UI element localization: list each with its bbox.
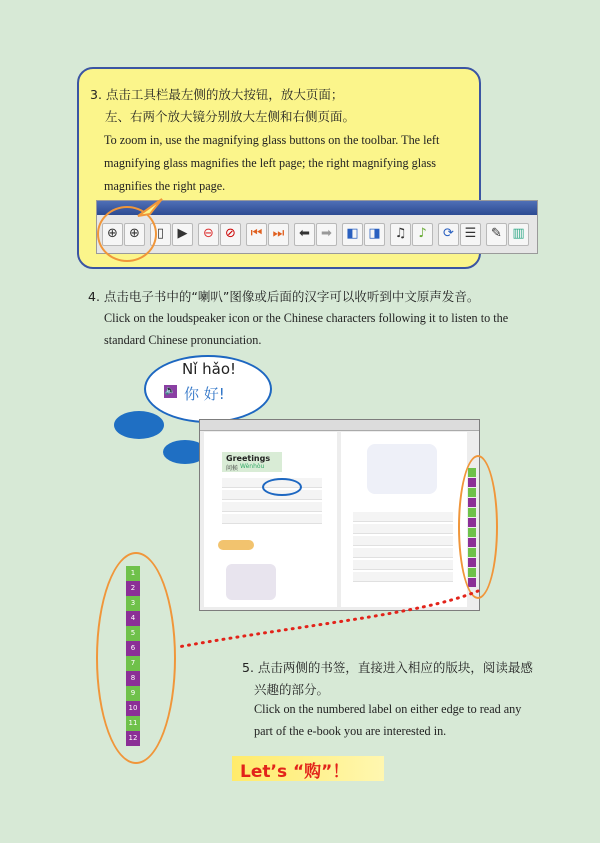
bookmark-tab[interactable]: 7 xyxy=(126,656,140,671)
refresh-icon[interactable]: ⟳ xyxy=(438,223,459,246)
back-icon[interactable]: ⬅ xyxy=(294,223,315,246)
bubble-hanzi[interactable]: 你 好! xyxy=(184,385,225,403)
step4-heading: 4. 点击电子书中的“喇叭”图像或后面的汉字可以收听到中文原声发音。 xyxy=(88,289,480,304)
lesson-subtitle-pinyin: Wènhòu xyxy=(240,463,265,470)
audio-highlight-ring xyxy=(262,478,302,496)
bookmark-tab[interactable]: 5 xyxy=(126,626,140,641)
collapse-icon[interactable]: ◨ xyxy=(364,223,385,246)
zoom-out-icon[interactable]: ⊖ xyxy=(198,223,219,246)
loudspeaker-icon[interactable]: 🔈 xyxy=(164,386,177,396)
step5-heading-line1: 5. 点击两侧的书签，直接进入相应的版块，阅读最感 xyxy=(242,660,533,675)
audio-off-icon[interactable]: ♪ xyxy=(412,223,433,246)
pen-icon[interactable]: ✎ xyxy=(486,223,507,246)
bookmark-tab[interactable]: 10 xyxy=(126,701,140,716)
zoom-right-icon[interactable]: ⊕ xyxy=(124,223,145,246)
ebook-screenshot xyxy=(199,419,480,611)
lesson-row xyxy=(353,512,453,522)
bookmark-tab[interactable]: 3 xyxy=(126,596,140,611)
zoom-ring-pointer xyxy=(136,196,166,218)
bookmark-tab[interactable]: 6 xyxy=(126,641,140,656)
step3-heading-line2: 左、右两个放大镜分别放大左侧和右侧页面。 xyxy=(105,109,356,124)
decorative-blob xyxy=(114,411,164,439)
step3-english-line1: To zoom in, use the magnifying glass buttons on the toolbar. The left xyxy=(104,133,440,147)
did-you-know-badge xyxy=(218,540,254,550)
notes-icon[interactable]: ☰ xyxy=(460,223,481,246)
no-sound-icon[interactable]: ⊘ xyxy=(220,223,241,246)
lets-shop-label: Let’s “购”！ xyxy=(240,762,350,782)
next-page-icon[interactable]: ▶ xyxy=(172,223,193,246)
lesson-row xyxy=(353,560,453,570)
dotted-connector xyxy=(160,585,480,655)
bookmark-tab[interactable]: 11 xyxy=(126,716,140,731)
ebook-left-page xyxy=(204,432,337,607)
step4-english-line2: standard Chinese pronunciation. xyxy=(104,333,262,347)
bookmark-tab[interactable]: 1 xyxy=(126,566,140,581)
ebook-right-page xyxy=(341,432,467,607)
bookmark-tab[interactable]: 9 xyxy=(126,686,140,701)
tab-highlight-ring xyxy=(458,455,498,599)
library-icon[interactable]: ▥ xyxy=(508,223,529,246)
bookmark-tab[interactable]: 12 xyxy=(126,731,140,746)
forward-icon[interactable]: ➡ xyxy=(316,223,337,246)
step3-heading-line1: 3. 点击工具栏最左侧的放大按钮，放大页面； xyxy=(90,87,344,102)
step3-english-line2: magnifying glass magnifies the left page; the right magnifying glass xyxy=(104,156,437,170)
lesson-row xyxy=(222,502,322,512)
step3-english-line3: magnifies the right page. xyxy=(104,179,226,193)
bookmark-tab-strip xyxy=(126,566,140,754)
step4-english-line1: Click on the loudspeaker icon or the Chinese characters following it to listen to the xyxy=(104,311,509,325)
bookmark-tab[interactable]: 2 xyxy=(126,581,140,596)
lesson-row xyxy=(353,572,453,582)
step5-english-line1: Click on the numbered label on either edge to read any xyxy=(254,702,522,716)
first-page-icon[interactable]: ⏮ xyxy=(246,223,267,246)
ebook-mini-toolbar xyxy=(200,420,479,431)
lesson-row xyxy=(353,536,453,546)
lesson-title: Greetings xyxy=(226,454,271,463)
bookmark-tab[interactable]: 4 xyxy=(126,611,140,626)
step5-english-line2: part of the e-book you are interested in. xyxy=(254,724,447,738)
expand-icon[interactable]: ◧ xyxy=(342,223,363,246)
lesson-row xyxy=(353,524,453,534)
lesson-row xyxy=(353,548,453,558)
zoom-left-icon[interactable]: ⊕ xyxy=(102,223,123,246)
lesson-subtitle: 问候 xyxy=(226,465,239,472)
music-icon[interactable]: ♫ xyxy=(390,223,411,246)
cartoon-illustration xyxy=(367,444,437,494)
lesson-row xyxy=(222,514,322,524)
step5-heading-line2: 兴趣的部分。 xyxy=(254,682,330,697)
last-page-icon[interactable]: ⏭ xyxy=(268,223,289,246)
page-icon[interactable]: ▯ xyxy=(150,223,171,246)
bookmark-tab[interactable]: 8 xyxy=(126,671,140,686)
bubble-pinyin: Nǐ hǎo! xyxy=(182,360,237,378)
